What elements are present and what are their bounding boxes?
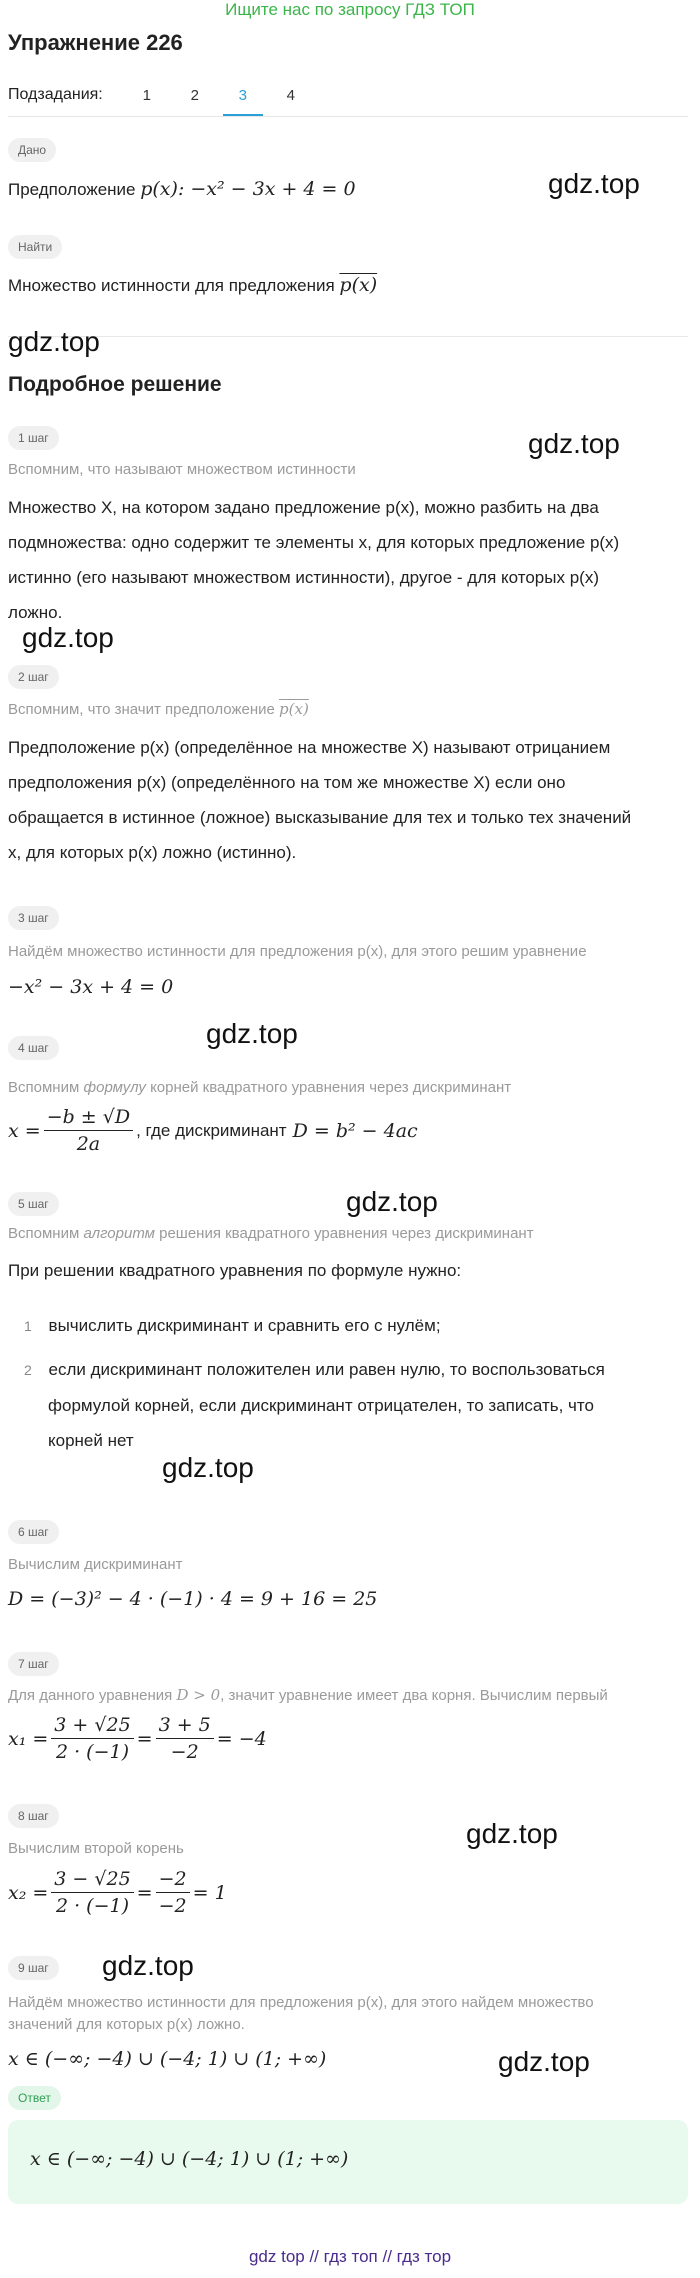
step-9-hint-line: значений для которых p(x) ложно.: [8, 2016, 245, 2033]
root-result: = −4: [216, 1727, 267, 1750]
step-1-badge: 1 шаг: [8, 426, 59, 450]
find-badge-wrap: [8, 235, 62, 259]
step-2-body: [8, 730, 631, 870]
answer-math: x ∈ (−∞; −4) ∪ (−4; 1) ∪ (1; +∞): [30, 2148, 349, 2170]
list-number: 2: [24, 1362, 32, 1378]
list-text: если дискриминант положителен или равен нулю, то воспользоваться: [48, 1360, 605, 1379]
quadratic-formula: [8, 1104, 418, 1157]
step-badge: [8, 1652, 59, 1676]
step-4-hint-b: корней квадратного уравнения через дискриминант: [150, 1079, 512, 1096]
root-fraction: [156, 1712, 214, 1765]
equals-sign: =: [136, 1881, 153, 1904]
step-9-math: x ∈ (−∞; −4) ∪ (−4; 1) ∪ (1; +∞): [8, 2048, 327, 2070]
root-fraction: [51, 1712, 133, 1765]
step-5-hint-em: алгоритм: [83, 1225, 155, 1242]
answer-badge: Ответ: [8, 2086, 61, 2110]
root-lhs: x₂ =: [8, 1881, 49, 1904]
step-7-badge: 7 шаг: [8, 1652, 59, 1676]
given-text: Предположение: [8, 180, 136, 199]
watermark: gdz.top: [8, 326, 100, 357]
list-text: вычислить дискриминант и сравнить его с нулём;: [48, 1316, 441, 1335]
given-badge: Дано: [8, 138, 56, 162]
step-badge: [8, 1192, 59, 1216]
step-7-hint-b: , значит уравнение имеет два корня. Вычислим первый: [220, 1687, 608, 1704]
equals-sign: =: [136, 1727, 153, 1750]
root-denominator: −2: [170, 1741, 199, 1763]
step-7-formula: [8, 1712, 267, 1765]
step-5-hint: [8, 1225, 534, 1242]
formula-denominator: 2a: [76, 1133, 101, 1155]
step-8-formula: [8, 1866, 227, 1919]
formula-discriminant: D = b² − 4ac: [292, 1119, 418, 1142]
answer-badge-wrap: [8, 2086, 61, 2110]
step-badge: [8, 426, 59, 450]
tabs-divider: [8, 116, 688, 117]
list-item: [24, 1308, 441, 1344]
list-item: [24, 1352, 605, 1458]
step-1-line: ложно.: [8, 603, 63, 622]
list-text: корней нет: [48, 1431, 134, 1450]
formula-text: , где дискриминант: [136, 1121, 287, 1140]
root-numerator: 3 − √25: [51, 1866, 133, 1893]
step-badge: [8, 1956, 59, 1980]
step-2-hint: [8, 700, 309, 718]
step-5-hint-a: Вспомним: [8, 1225, 80, 1242]
step-badge: [8, 1036, 59, 1060]
step-1-hint: Вспомним, что называют множеством истинности: [8, 461, 356, 478]
step-4-hint-em: формулу: [83, 1079, 146, 1096]
step-4-badge: 4 шаг: [8, 1036, 59, 1060]
step-8-badge: 8 шаг: [8, 1804, 59, 1828]
root-result: = 1: [192, 1881, 227, 1904]
step-1-line: истинно (его называют множеством истинности), другое - для которых p(x): [8, 568, 599, 587]
watermark: gdz.top: [346, 1186, 438, 1217]
formula-numerator: −b ± √D: [44, 1104, 133, 1131]
answer-box: [8, 2120, 688, 2204]
step-2-line: x, для которых p(x) ложно (истинно).: [8, 843, 297, 862]
watermark: gdz.top: [22, 622, 114, 653]
page-title: Упражнение 226: [8, 30, 183, 55]
step-1-line: подмножества: одно содержит те элементы x, для которых предложение p(x): [8, 533, 620, 552]
step-3-hint: Найдём множество истинности для предложения p(x), для этого решим уравнение: [8, 943, 587, 960]
list-number: 1: [24, 1318, 32, 1334]
subtasks-label: Подзадания:: [8, 86, 103, 103]
root-numerator: −2: [156, 1866, 190, 1893]
step-2-line: обращается в истинное (ложное) высказывание для тех и только тех значений: [8, 808, 632, 827]
watermark: gdz.top: [528, 428, 620, 459]
root-fraction: [51, 1866, 133, 1919]
step-9-hint: [8, 1992, 594, 2036]
given-statement: [8, 172, 356, 207]
step-5-hint-b: решения квадратного уравнения через дискриминант: [159, 1225, 534, 1242]
step-8-hint: Вычислим второй корень: [8, 1840, 184, 1857]
step-1-line: Множество X, на котором задано предложение p(x), можно разбить на два: [8, 498, 599, 517]
subtasks-bar: [8, 86, 315, 104]
footer-links[interactable]: gdz top // гдз топ // гдз тор: [248, 2247, 452, 2266]
step-7-hint-math: D > 0: [176, 1686, 221, 1704]
find-badge: Найти: [8, 235, 62, 259]
step-4-hint-a: Вспомним: [8, 1079, 80, 1096]
step-1-body: [8, 490, 619, 630]
root-numerator: 3 + 5: [156, 1712, 214, 1739]
find-text: Множество истинности для предложения: [8, 276, 335, 295]
step-2-badge: 2 шаг: [8, 665, 59, 689]
step-2-hint-math: p(x): [279, 700, 309, 718]
divider: [8, 336, 688, 337]
top-banner: Ищите нас по запросу ГДЗ ТОП: [225, 0, 475, 19]
step-6-hint: Вычислим дискриминант: [8, 1556, 183, 1573]
step-7-hint-a: Для данного уравнения: [8, 1687, 173, 1704]
step-9-hint-line: Найдём множество истинности для предложения p(x), для этого найдем множество: [8, 1994, 594, 2011]
step-9-badge: 9 шаг: [8, 1956, 59, 1980]
tab-subtask-3[interactable]: 3: [219, 87, 267, 104]
watermark: gdz.top: [498, 2046, 590, 2077]
step-7-hint: [8, 1686, 608, 1704]
root-numerator: 3 + √25: [51, 1712, 133, 1739]
step-2-line: предположения p(x) (определённого на том же множестве X) если оно: [8, 773, 566, 792]
step-2-hint-text: Вспомним, что значит предположение: [8, 701, 275, 718]
step-badge: [8, 1804, 59, 1828]
step-3-math: −x² − 3x + 4 = 0: [8, 976, 174, 998]
given-badge-wrap: [8, 138, 56, 162]
step-4-hint: [8, 1079, 511, 1096]
find-statement: [8, 268, 377, 303]
formula-lhs: x =: [8, 1119, 41, 1142]
step-badge: [8, 1520, 59, 1544]
step-6-math: D = (−3)² − 4 · (−1) · 4 = 9 + 16 = 25: [8, 1588, 378, 1610]
root-fraction: [156, 1866, 190, 1919]
watermark: gdz.top: [162, 1452, 254, 1483]
watermark: gdz.top: [466, 1818, 558, 1849]
root-denominator: −2: [158, 1895, 187, 1917]
step-5-badge: 5 шаг: [8, 1192, 59, 1216]
tab-subtask-1[interactable]: 1: [142, 86, 151, 104]
root-denominator: 2 · (−1): [55, 1741, 129, 1763]
tab-subtask-4[interactable]: 4: [286, 86, 295, 104]
root-lhs: x₁ =: [8, 1727, 49, 1750]
watermark: gdz.top: [548, 168, 640, 199]
step-badge: [8, 665, 59, 689]
step-2-line: Предположение p(x) (определённое на множестве X) называют отрицанием: [8, 738, 611, 757]
solution-title: Подробное решение: [8, 373, 222, 396]
step-3-badge: 3 шаг: [8, 906, 59, 930]
step-badge: [8, 906, 59, 930]
watermark: gdz.top: [206, 1018, 298, 1049]
step-5-intro: При решении квадратного уравнения по формуле нужно:: [8, 1261, 462, 1280]
step-6-badge: 6 шаг: [8, 1520, 59, 1544]
list-text: формулой корней, если дискриминант отрицателен, то записать, что: [48, 1396, 594, 1415]
find-math: p(x): [339, 274, 378, 296]
watermark: gdz.top: [102, 1950, 194, 1981]
root-denominator: 2 · (−1): [55, 1895, 129, 1917]
tab-subtask-2[interactable]: 2: [190, 86, 199, 104]
formula-fraction: [44, 1104, 133, 1157]
given-math: p(x): −x² − 3x + 4 = 0: [140, 178, 356, 200]
